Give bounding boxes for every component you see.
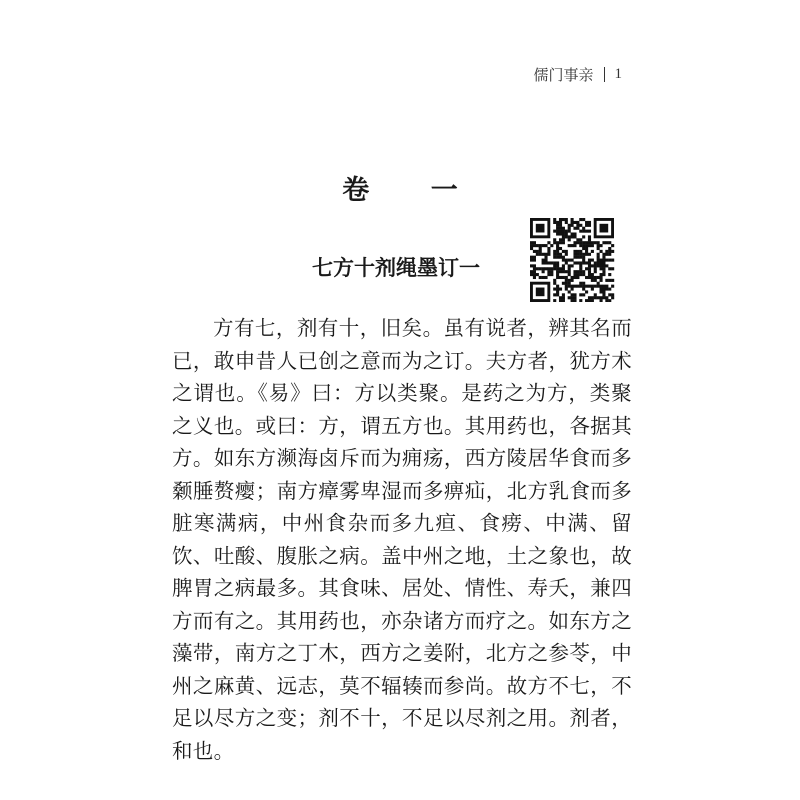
running-head: [533, 64, 622, 85]
header-divider: [604, 67, 605, 82]
page-number: 1: [614, 66, 622, 82]
section-title: 七方十剂绳墨订一: [312, 256, 480, 280]
qr-code-graphic: [528, 218, 616, 302]
qr-code-icon: [528, 218, 616, 302]
volume-title: 卷 一: [342, 175, 484, 206]
book-title: 儒门事亲: [533, 66, 594, 84]
body-paragraph: 方有七，剂有十，旧矣。虽有说者，辨其名而已，敢申昔人已创之意而为之订。夫方者，犹方术之谓也。《易》曰：方以类聚。是药之为方，类聚之义也。或曰：方，谓五方也。其用药也，各据其方。如东方濒海卤斥而为痈疡，西方陵居华食而多颡腄赘瘿；南方瘴雾卑湿而多痹疝，北方乳食而多脏寒满病，中州食杂而多九疸、食痨、中满、留饮、吐酸、腹胀之病。盖中州之地，土之象也，故脾胃之病最多。其食味、居处、情性、寿夭，兼四方而有之。其用药也，亦杂诸方而疗之。如东方之藻带，南方之丁木，西方之姜附，北方之参苓，中州之麻黄、远志，莫不辐辏而参尚。故方不七，不足以尽方之变；剂不十，不足以尽剂之用。剂者，和也。: [172, 316, 632, 763]
body-text: [172, 312, 632, 767]
